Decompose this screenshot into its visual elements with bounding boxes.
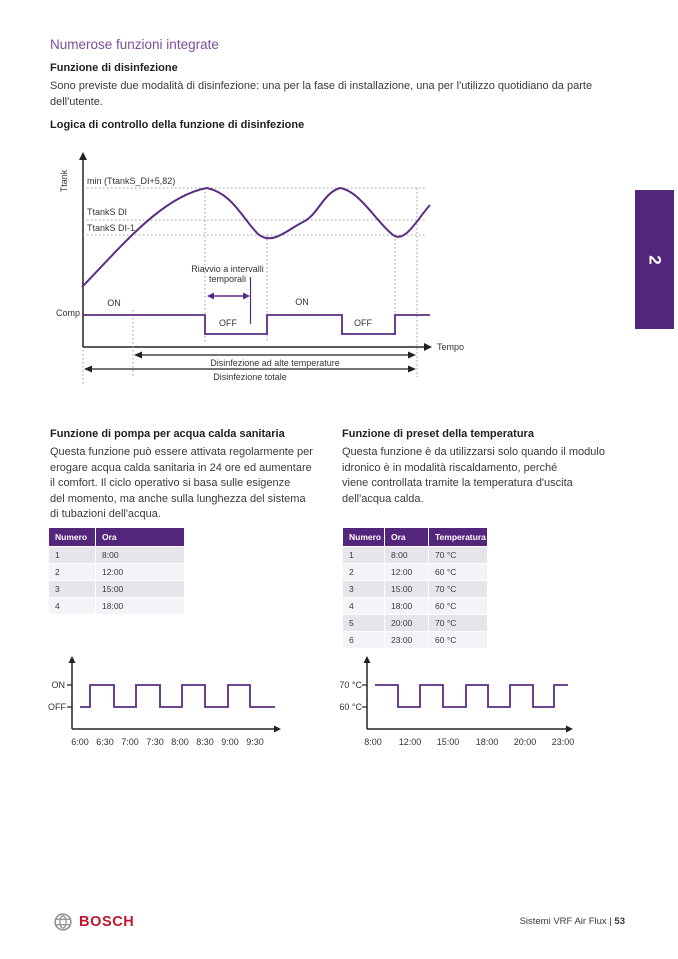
pump-body-line: Questa funzione può essere attivata regolarmente per — [50, 446, 313, 458]
x-tick-label: 8:30 — [196, 737, 214, 747]
table-row — [49, 547, 184, 563]
restart-label-line2: temporali — [208, 274, 246, 284]
footer-page-number: 53 — [614, 916, 625, 927]
x-tick-label: 18:00 — [475, 737, 499, 747]
x-tick-label: 7:30 — [146, 737, 164, 747]
footer-doc-title: Sistemi VRF Air Flux — [519, 916, 607, 927]
cell: 70 °C — [429, 615, 487, 631]
span-total-label: Disinfezione totale — [213, 372, 287, 382]
cell: 4 — [343, 598, 384, 614]
level-min-label: min (TtankS_DI+5,82) — [87, 176, 176, 186]
pump-body-line: il comfort. Il ciclo operativo si basa sulle esigenze — [50, 477, 291, 489]
col-header: Temperatura — [429, 528, 487, 546]
cell: 15:00 — [96, 581, 184, 597]
table-row — [49, 581, 184, 597]
x-tick-label: 20:00 — [513, 737, 537, 747]
cell: 8:00 — [385, 547, 428, 563]
x-tick-label: 6:00 — [71, 737, 89, 747]
cell: 8:00 — [96, 547, 184, 563]
y-axis-label: Ttank — [59, 169, 69, 193]
comp-off1-label: OFF — [219, 318, 237, 328]
footer-page-info — [520, 916, 625, 927]
cell: 2 — [343, 564, 384, 580]
cell: 2 — [49, 564, 95, 580]
table-row — [49, 598, 184, 614]
restart-label-line1: Riavvio a intervalli — [191, 264, 264, 274]
x-tick-label: 7:00 — [121, 737, 139, 747]
pump-timer-canvas — [50, 653, 290, 748]
cell: 23:00 — [385, 632, 428, 648]
brand-name: BOSCH — [79, 914, 135, 930]
pump-schedule-table — [48, 527, 185, 615]
comp-axis-label: Comp — [55, 308, 80, 318]
x-tick-label: 23:00 — [551, 737, 575, 747]
cell: 60 °C — [429, 598, 487, 614]
preset-section-body — [342, 445, 605, 507]
off-tick-label: OFF — [48, 702, 66, 712]
cell: 1 — [49, 547, 95, 563]
x-tick-label: 6:30 — [96, 737, 114, 747]
pump-section-body — [50, 445, 313, 523]
disinfection-intro — [50, 78, 592, 110]
disinfection-logic-diagram — [50, 150, 470, 395]
table-header-row — [49, 528, 184, 546]
pump-body-line: di tubazioni dell'acqua. — [50, 508, 161, 520]
cell: 1 — [343, 547, 384, 563]
preset-body-line: idronico è in modalità riscaldamento, perché — [342, 461, 558, 474]
intro-line: Sono previste due modalità di disinfezione: una per la fase di installazione, una per l'utilizzo quotidiano da parte — [50, 80, 593, 92]
temp-low-tick-label: 60 °C — [339, 702, 362, 712]
level-di-label: TtankS DI — [87, 207, 128, 217]
on-tick-label: ON — [51, 680, 65, 690]
col-header: Numero — [49, 528, 95, 546]
x-axis-label: Tempo — [437, 342, 465, 352]
level-di1-label: TtankS DI-1 — [87, 223, 136, 233]
cell: 60 °C — [429, 564, 487, 580]
table-row — [343, 598, 487, 614]
intro-line: dell'utente. — [50, 96, 103, 108]
comp-on1-label: ON — [107, 298, 121, 308]
x-tick-label: 8:00 — [364, 737, 382, 747]
preset-section-title: Funzione di preset della temperatura — [342, 428, 534, 440]
disinfection-title: Funzione di disinfezione — [50, 62, 178, 74]
x-tick-label: 8:00 — [171, 737, 189, 747]
table-row — [343, 581, 487, 597]
cell: 12:00 — [96, 564, 184, 580]
cell: 18:00 — [96, 598, 184, 614]
logic-diagram-title: Logica di controllo della funzione di disinfezione — [50, 119, 305, 131]
table-row — [343, 564, 487, 580]
x-tick-label: 9:00 — [221, 737, 239, 747]
table-row — [343, 632, 487, 648]
pump-body-line: del momento, ma anche sulla lunghezza del sistema — [50, 492, 306, 505]
preset-schedule-table — [342, 527, 488, 649]
cell: 18:00 — [385, 598, 428, 614]
cell: 4 — [49, 598, 95, 614]
table-row — [343, 547, 487, 563]
cell: 70 °C — [429, 547, 487, 563]
cell: 12:00 — [385, 564, 428, 580]
section-heading: Numerose funzioni integrate — [50, 37, 219, 52]
table-header-row — [343, 528, 487, 546]
cell: 70 °C — [429, 581, 487, 597]
temp-high-tick-label: 70 °C — [339, 680, 362, 690]
col-header: Numero — [343, 528, 384, 546]
cell: 3 — [343, 581, 384, 597]
brand-logo — [54, 913, 134, 931]
cell: 20:00 — [385, 615, 428, 631]
preset-timer-chart — [339, 653, 582, 748]
chapter-number: 2 — [645, 254, 665, 265]
pump-timer-chart — [50, 653, 290, 748]
cell: 60 °C — [429, 632, 487, 648]
cell: 15:00 — [385, 581, 428, 597]
preset-timer-canvas — [342, 653, 582, 748]
bosch-armature-icon — [54, 913, 72, 931]
footer-separator: | — [609, 916, 612, 927]
col-header: Ora — [96, 528, 184, 546]
x-tick-label: 15:00 — [436, 737, 460, 747]
cell: 5 — [343, 615, 384, 631]
cell: 6 — [343, 632, 384, 648]
comp-off2-label: OFF — [354, 318, 372, 328]
preset-body-line: viene controllata tramite la temperatura d'uscita — [342, 477, 573, 489]
comp-on2-label: ON — [295, 297, 309, 307]
table-row — [343, 615, 487, 631]
chapter-tab — [635, 190, 674, 329]
preset-body-line: Questa funzione è da utilizzarsi solo quando il modulo — [342, 446, 605, 458]
col-header: Ora — [385, 528, 428, 546]
pump-section-title: Funzione di pompa per acqua calda sanitaria — [50, 428, 285, 440]
preset-body-line: dell'acqua calda. — [342, 492, 424, 505]
x-tick-label: 9:30 — [246, 737, 264, 747]
pump-body-line: erogare acqua calda sanitaria in 24 ore ed aumentare — [50, 461, 312, 474]
table-row — [49, 564, 184, 580]
span-high-temp-label: Disinfezione ad alte temperature — [210, 358, 340, 368]
x-tick-label: 12:00 — [398, 737, 422, 747]
cell: 3 — [49, 581, 95, 597]
restart-label — [175, 264, 280, 284]
